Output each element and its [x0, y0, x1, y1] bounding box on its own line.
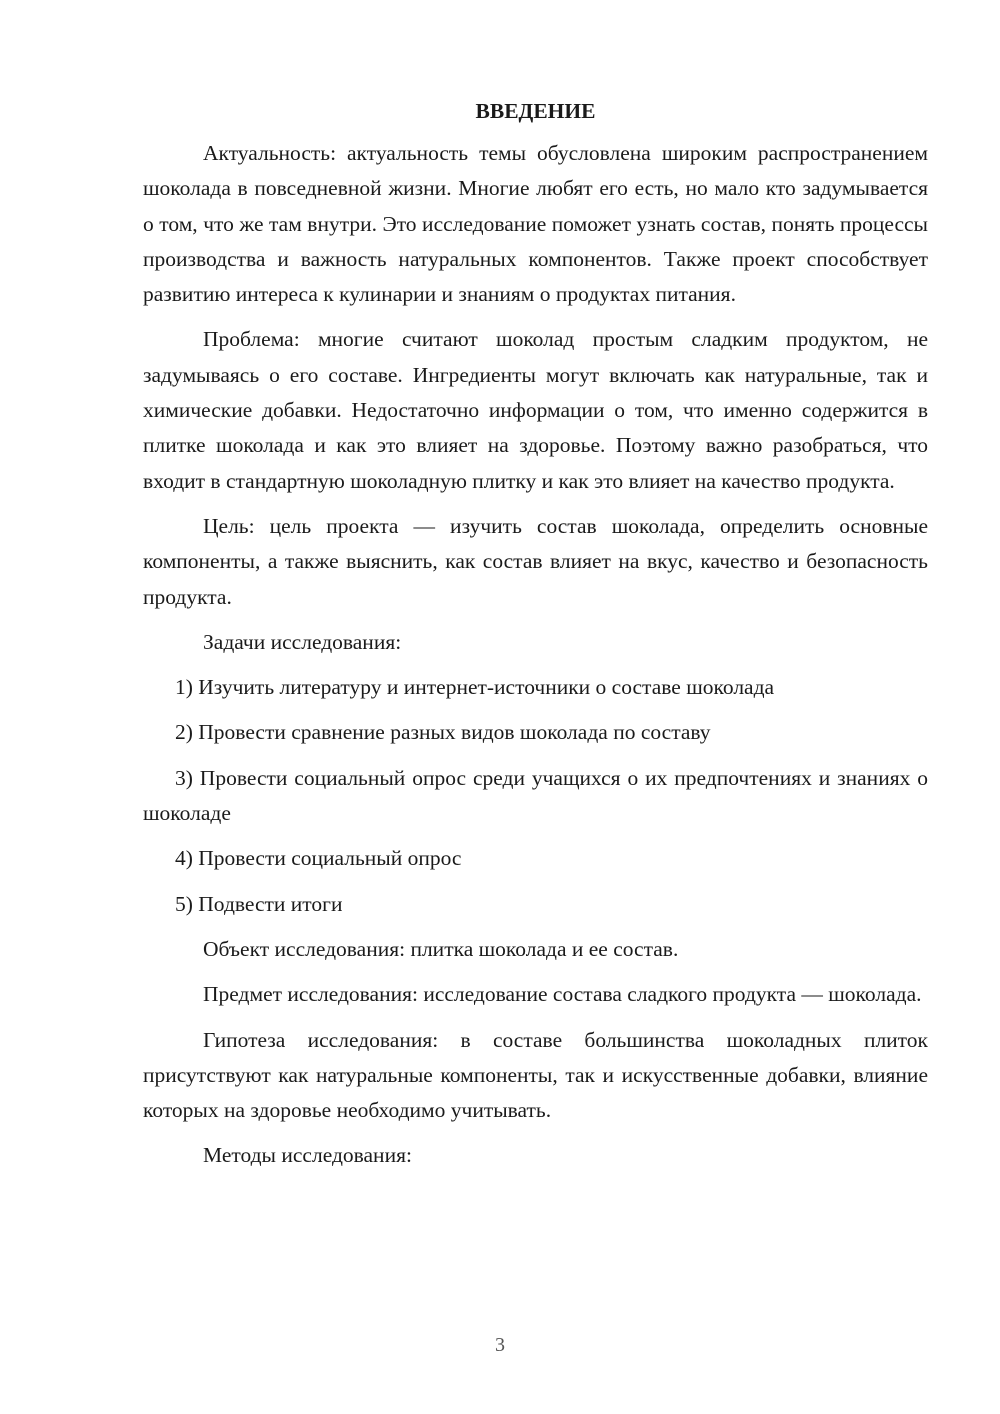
- goal-paragraph: Цель: цель проекта — изучить состав шоколада, определить основные компоненты, а также выяснить, как состав влияет на вкус, качество и безопасность продукта.: [143, 513, 928, 609]
- page-number: 3: [495, 1334, 505, 1356]
- subject-paragraph: Предмет исследования: исследование состава сладкого продукта — шоколада.: [203, 982, 922, 1007]
- relevance-paragraph: Актуальность: актуальность темы обусловлена широким распространением шоколада в повседневной жизни. Многие любят его есть, но мало кто задумывается о том, что же там внутри. Это исследование поможет узнать состав, понять процессы производства и важность натуральных компонентов. Также проект способствует развитию интереса к кулинарии и знаниям о продуктах питания.: [143, 141, 928, 307]
- hypothesis-paragraph: Гипотеза исследования: в составе большинства шоколадных плиток присутствуют как натуральные компоненты, так и искусственные добавки, влияние которых на здоровье необходимо учитывать.: [143, 1027, 928, 1123]
- tasks-heading: Задачи исследования:: [203, 629, 402, 654]
- section-title: ВВЕДЕНИЕ: [475, 99, 596, 123]
- task-item-3: 3) Провести социальный опрос среди учащихся о их предпочтениях и знаниях о шоколаде: [143, 765, 928, 826]
- task-item-2: 2) Провести сравнение разных видов шоколада по составу: [175, 720, 711, 745]
- object-paragraph: Объект исследования: плитка шоколада и ее состав.: [203, 936, 679, 961]
- methods-heading: Методы исследования:: [203, 1143, 412, 1168]
- task-item-5: 5) Подвести итоги: [175, 891, 343, 916]
- task-item-1: 1) Изучить литературу и интернет-источники о составе шоколада: [175, 675, 775, 700]
- problem-paragraph: Проблема: многие считают шоколад простым сладким продуктом, не задумываясь о его составе. Ингредиенты могут включать как натуральные, так и химические добавки. Недостаточно информации о том, что именно содержится в плитке шоколада и как это влияет на здоровье. Поэтому важно разобраться, что входит в стандартную шоколадную плитку и как это влияет на качество продукта.: [143, 327, 928, 493]
- document-page: [143, 96, 928, 1184]
- task-item-4: 4) Провести социальный опрос: [175, 846, 462, 871]
